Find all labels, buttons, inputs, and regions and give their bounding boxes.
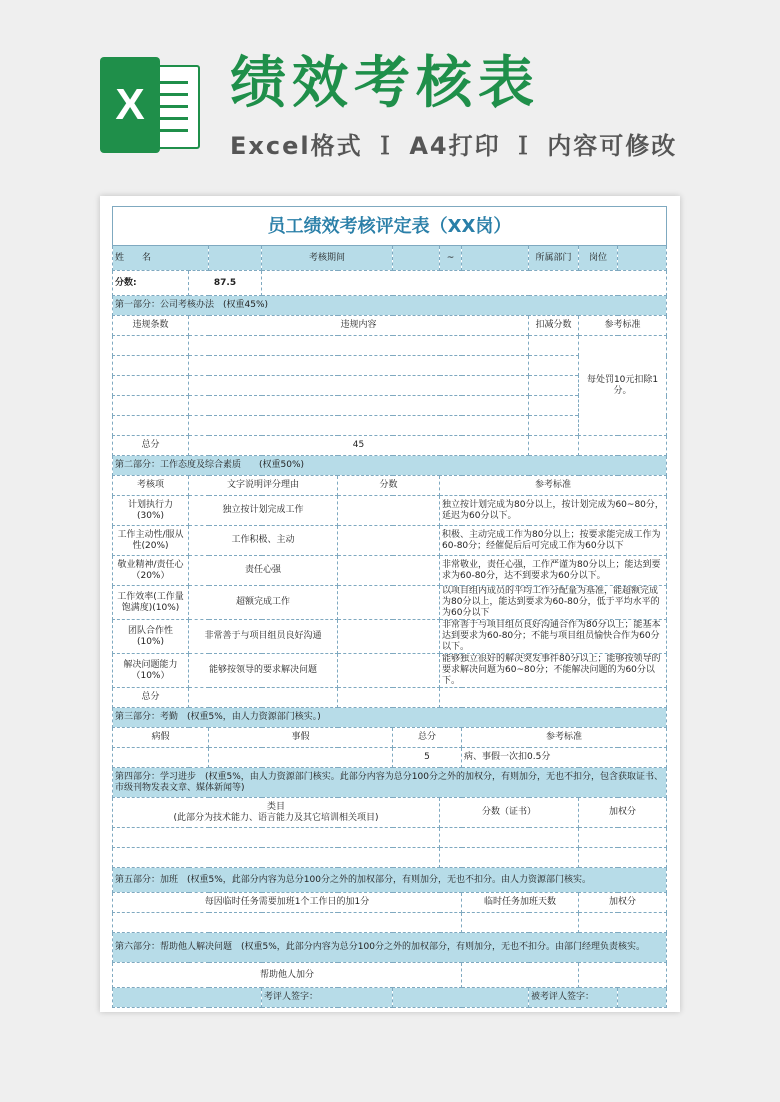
post-label: 岗位: [579, 246, 618, 271]
reviewee-signature: 被考评人签字：: [529, 988, 618, 1008]
score-value: 87.5: [189, 271, 262, 296]
period-label: 考核期间: [262, 246, 393, 271]
evaluation-table: 员工绩效考核评定表（XX岗） 姓 名 考核期间 ~ 所属部门 岗位 分数: 87.5 第一部分：公司考核办法 (权重45%) 违规条数 违规内容 扣减分数 参考标准 每处罚10元扣除1分。 总分 45 第二部分：工作态度及综合素质 (权重50%) 考核项 文字说明评分理由 分数 参考标准 计划执行力(30%) 独立按计划完成工作 独立按计划完成为80分以上，按计划完成为60~80分，延迟为60分以下。 工作主动性/服从性(20%) 工作积极、主动 积极、主动完成工作为80分以上；按要求能完成工作为60-80分；经催促后后可完成工作为60分以下 敬业精神/责任心（20%） 责任心强 非常敬业，责任心强，工作严谨为80分以上；能达到要求为60-80分，达不到要求为60分以下。 工作效率(工作量饱满度)(10%) 超额完成工作 以项目组内成员的平均工作分配量为基准，能超额完成为80分以上，能达到要求为60-80分，低于平均水平的为60分以下 团队合作性(10%) 非常善于与项目组员良好沟通 非常善于与项目组员良好沟通合作为80分以上；能基本达到要求为60-80分；不能与项目组员愉快合作为60分以下。 解决问题能力（10%） 能够按领导的要求解决问题 能够独立很好的解决突发事件80分以上；能够按领导的要求解决问题为60~80分；不能解决问题的为60分以下。 总分 第三部分：考勤 (权重5%，由人力资源部门核实。) 病假 事假 总分 参考标准 5 病、事假一次扣0.5分 第四部分：学习进步 (权重5%，由人力资源部门核实。此部分内容为总分100分之外的加权分，有则加分，无也不扣分，包含获取证书、市级刊物发表文章、媒体新闻等) 类目 (此部分为技术能力、语言能力及其它培训相关项目) 分数（证书） 加权分 第五部分：加班 (权重5%，此部分内容为总分100分之外的加权部分，有则加分，无也不扣分。由人力资源部门核实。 每因临时任务需要加班1个工作日的加1分 临时任务加班天数 加权分 第六部分：帮助他人解决问题 (权重5%，此部分内容为总分100分之外的加权部分，有则加分，无也不扣分。由部门经理负责核实。 帮助他人加分 考评人签字： 被考评人签字：: [112, 206, 667, 1008]
score-label: 分数:: [113, 271, 189, 296]
part2-title: 第二部分：工作态度及综合素质 (权重50%): [113, 456, 667, 476]
document-sheet: [100, 196, 680, 1012]
reviewer-signature-field[interactable]: [393, 988, 529, 1008]
part6-title: 第六部分：帮助他人解决问题 (权重5%，此部分内容为总分100分之外的加权部分，有则加分，无也不扣分。由部门经理负责核实。: [113, 933, 667, 963]
reviewer-signature: 考评人签字：: [262, 988, 393, 1008]
attendance-standard: 病、事假一次扣0.5分: [462, 748, 667, 768]
excel-logo-icon: [100, 57, 198, 153]
part5-title: 第五部分：加班 (权重5%，此部分内容为总分100分之外的加权部分，有则加分，无也不扣分。由人力资源部门核实。: [113, 868, 667, 893]
attendance-total: 5: [393, 748, 462, 768]
name-field[interactable]: [209, 246, 262, 271]
post-field[interactable]: [618, 246, 667, 271]
part1-total-value: 45: [189, 436, 529, 456]
reviewee-signature-field[interactable]: [618, 988, 667, 1008]
banner-title: 绩效考核表: [230, 51, 540, 116]
part4-title: 第四部分：学习进步 (权重5%，由人力资源部门核实。此部分内容为总分100分之外的加权分，有则加分，无也不扣分，包含获取证书、市级刊物发表文章、媒体新闻等): [113, 768, 667, 798]
banner-subtitle: Excel格式 Ｉ A4打印 Ｉ 内容可修改: [230, 132, 678, 160]
logo-letter: X: [100, 57, 160, 153]
part1-standard: 每处罚10元扣除1分。: [579, 336, 667, 436]
name-label: 姓 名: [113, 246, 209, 271]
form-title: 员工绩效考核评定表（XX岗）: [113, 207, 667, 246]
dept-label: 所属部门: [529, 246, 579, 271]
period-tilde: ~: [440, 246, 462, 271]
part3-title: 第三部分：考勤 (权重5%，由人力资源部门核实。): [113, 708, 667, 728]
period-start-field[interactable]: [393, 246, 440, 271]
period-end-field[interactable]: [462, 246, 529, 271]
part1-title: 第一部分：公司考核办法 (权重45%): [113, 296, 667, 316]
